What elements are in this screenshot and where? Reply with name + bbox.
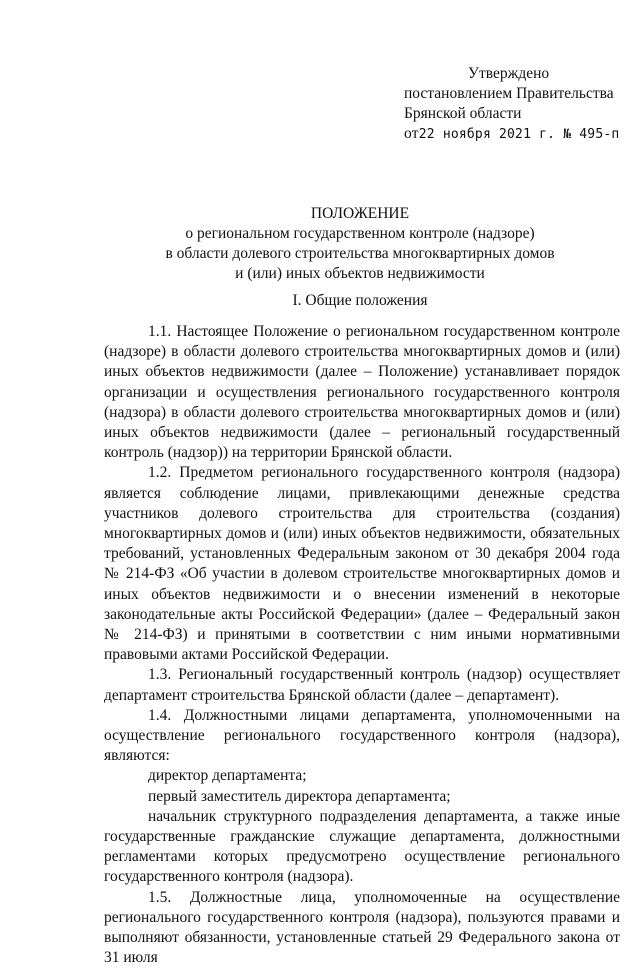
title-line-3: и (или) иных объектов недвижимости [235, 265, 485, 282]
paragraph-1-3: 1.3. Региональный государственный контроль (надзор) осуществляет департамент строительства Брянской области (далее – департамент). [104, 666, 620, 704]
document-title [100, 204, 620, 284]
approval-line-resolution: постановлением Правительства [404, 85, 614, 102]
document-body [104, 322, 620, 969]
title-line-1: о региональном государственном контроле (надзоре) [185, 225, 535, 242]
title-heading: ПОЛОЖЕНИЕ [310, 205, 410, 222]
approval-date-prefix: от [404, 125, 419, 142]
paragraph-1-2: 1.2. Предметом регионального государственного контроля (надзора) является соблюдение лицами, привлекающими денежные средства участников долевого строительства для строительства (создания) многоквартирных домов и (или) иных объектов недвижимости, обязательных требований, установленных Федеральным законом от 30 декабря 2004 года № 214-ФЗ «Об участии в долевом строительстве многоквартирных домов и иных объектов недвижимости и о внесении изменений в некоторые законодательные акты Российской Федерации» (далее – Федеральный закон № 214-ФЗ) и принятыми в соответствии с ним иными нормативными правовыми актами Российской Федерации. [104, 464, 620, 664]
paragraph-1-5: 1.5. Должностные лица, уполномоченные на осуществление регионального государственного контроля (надзора), пользуются правами и выполняют обязанности, установленные статьей 29 Федерального закона от 31 июля [104, 888, 620, 967]
approval-stamp [404, 64, 619, 145]
list-item-department-head: начальник структурного подразделения департамента, а также иные государственные гражданские служащие департамента, должностными регламентами которых предусмотрено осуществление регионального государственного контроля (надзора). [104, 807, 620, 886]
approval-date-stamp: 22 ноября 2021 г. № 495-п [418, 127, 620, 142]
title-line-2: в области долевого строительства многоквартирных домов [165, 245, 555, 262]
list-item-first-deputy: первый заместитель директора департамента; [148, 787, 451, 805]
paragraph-1-4: 1.4. Должностными лицами департамента, уполномоченными на осуществление регионального государственного контроля (надзора), являются: [104, 706, 620, 765]
paragraph-1-1: 1.1. Настоящее Положение о региональном государственном контроле (надзоре) в области долевого строительства многоквартирных домов и (или) иных объектов недвижимости (далее – Положение) устанавливает порядок организации и осуществления регионального государственного контроля (надзора) в области долевого строительства многоквартирных домов и (или) иных объектов недвижимости (далее – региональный государственный контроль (надзор)) на территории Брянской области. [104, 323, 620, 462]
approval-line-date [404, 124, 619, 145]
section-heading: I. Общие положения [292, 292, 428, 309]
list-item-director: директор департамента; [148, 767, 307, 785]
approval-line-region: Брянской области [404, 105, 522, 122]
approval-line-approved: Утверждено [468, 65, 550, 82]
